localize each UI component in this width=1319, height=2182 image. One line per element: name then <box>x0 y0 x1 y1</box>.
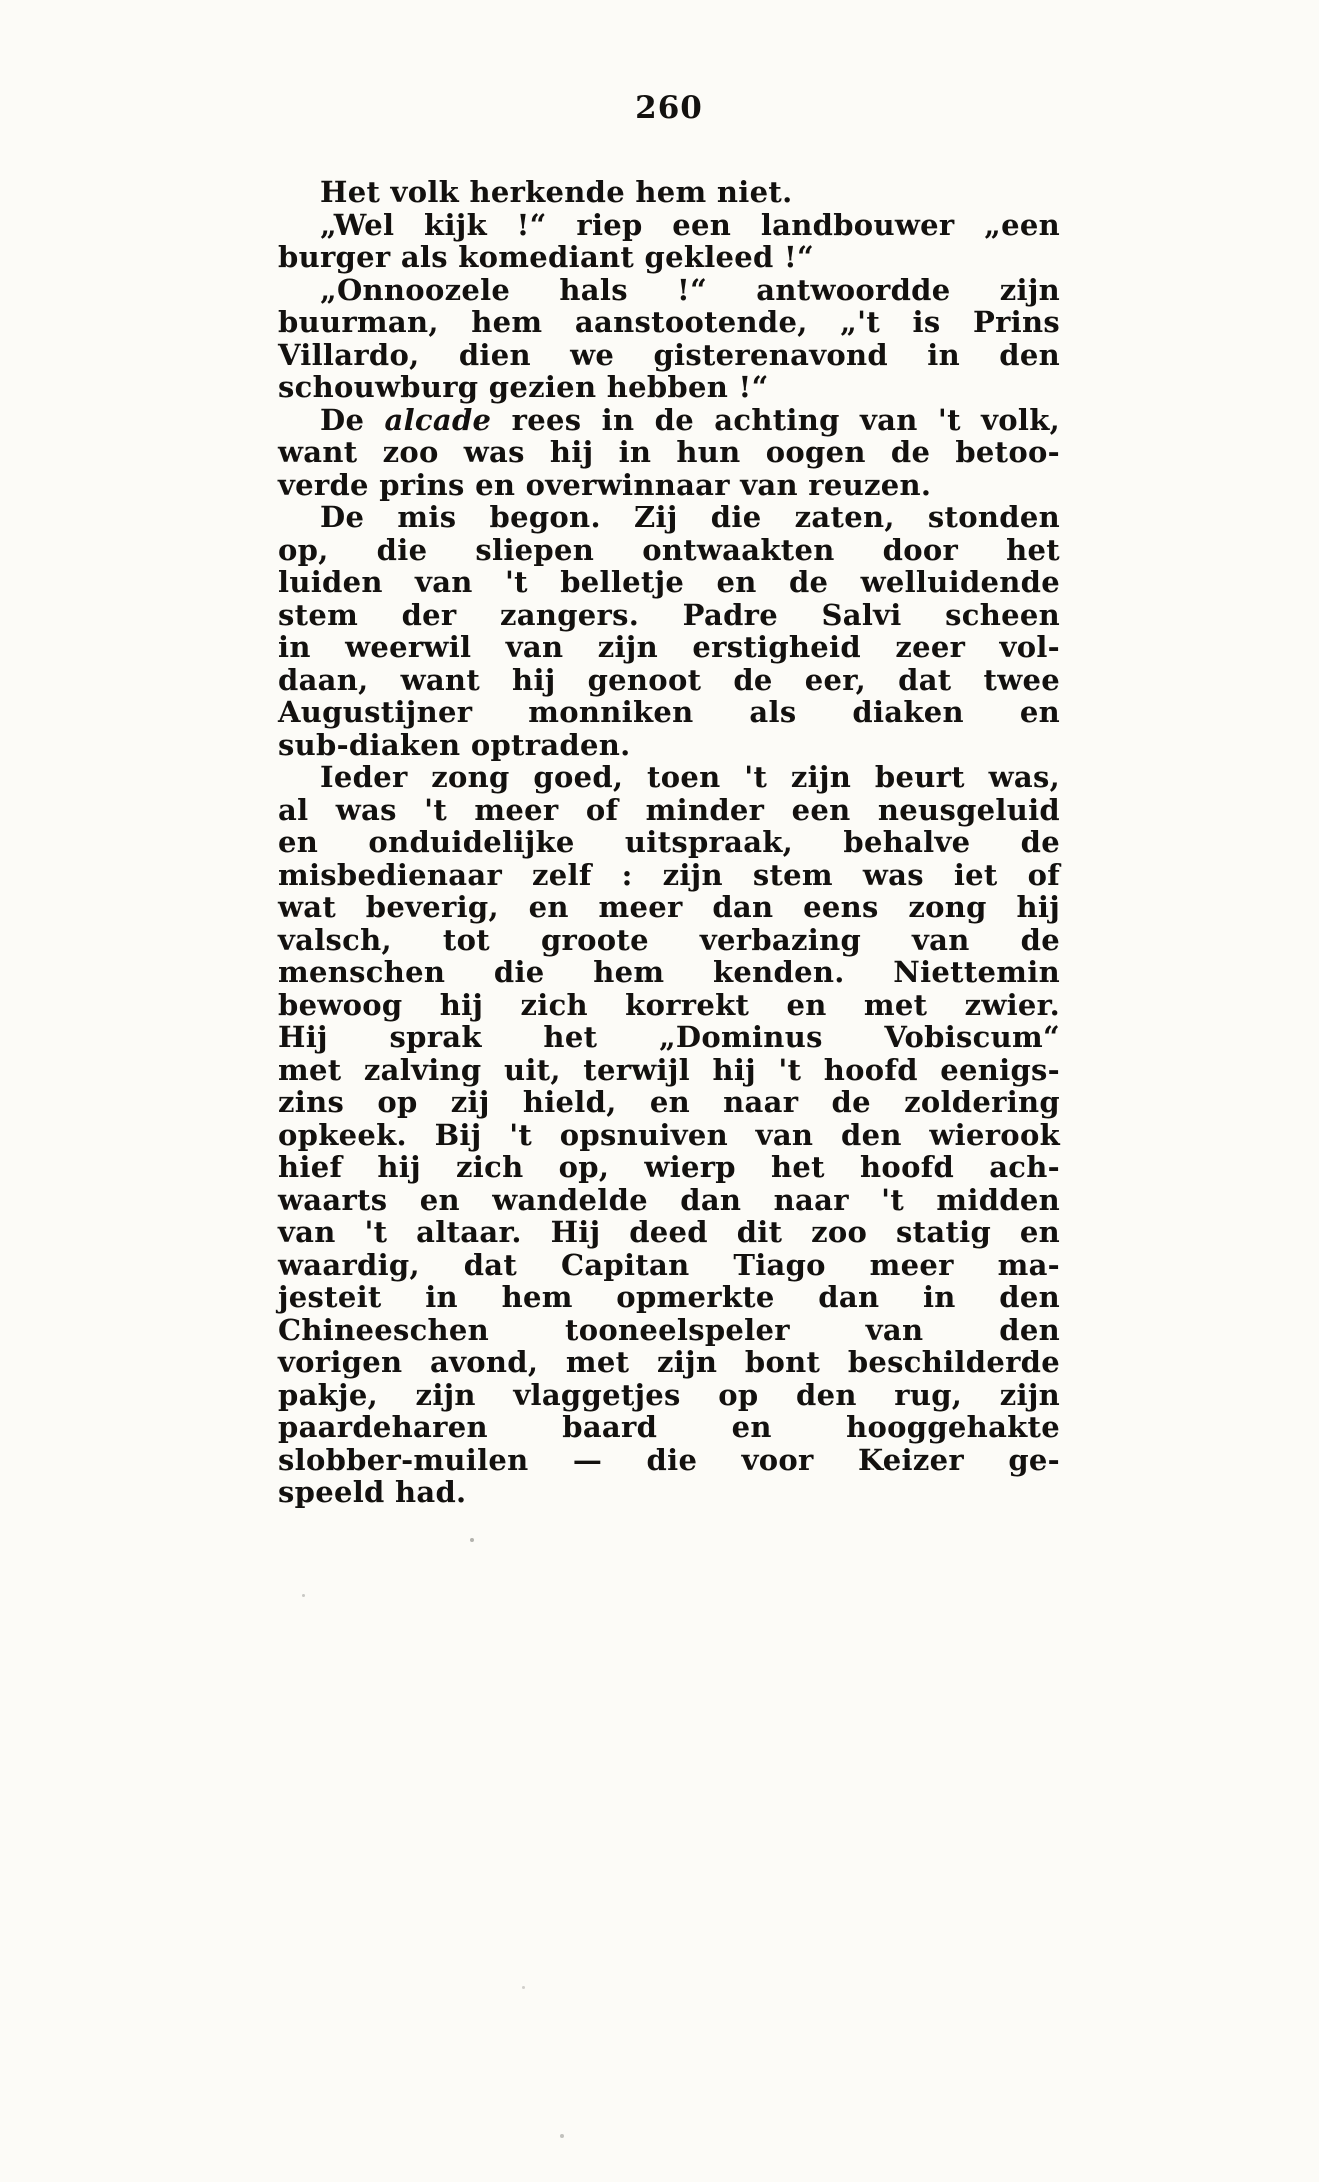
text-line: luiden van 't belletje en de welluidende <box>278 565 1060 599</box>
page-number: 260 <box>635 90 703 126</box>
text-line: „Wel kijk !“ riep een landbouwer „een <box>320 207 1060 242</box>
text-line: wat beverig, en meer dan eens zong hij <box>278 890 1060 924</box>
text-line: bewoog hij zich korrekt en met zwier. <box>278 987 1060 1022</box>
text-line: waardig, dat Capitan Tiago meer ma- <box>278 1247 1060 1282</box>
text-line: waarts en wandelde dan naar 't midden <box>278 1182 1060 1217</box>
text-line: speeld had. <box>278 1475 467 1509</box>
text-line: „Onnoozele hals !“ antwoordde zijn <box>320 272 1060 307</box>
text-line: burger als komediant gekleed !“ <box>278 240 815 274</box>
text-line: van 't altaar. Hij deed dit zoo statig en <box>278 1215 1060 1249</box>
text-line: pakje, zijn vlaggetjes op den rug, zijn <box>278 1377 1060 1412</box>
text-line: menschen die hem kenden. Niettemin <box>278 955 1060 989</box>
scan-speck <box>302 1594 305 1597</box>
text-line: De mis begon. Zij die zaten, stonden <box>320 500 1060 534</box>
text-block <box>278 176 1060 1509</box>
text-line: zins op zij hield, en naar de zoldering <box>278 1085 1060 1119</box>
text-line: want zoo was hij in hun oogen de betoo- <box>278 435 1060 469</box>
text-line: stem der zangers. Padre Salvi scheen <box>278 597 1060 632</box>
text-line: buurman, hem aanstootende, „'t is Prins <box>278 305 1060 339</box>
text-line: misbedienaar zelf : zijn stem was iet of <box>278 857 1060 892</box>
text-line: op, die sliepen ontwaakten door het <box>278 532 1060 567</box>
text-segment: De <box>320 402 385 437</box>
text-line: paardeharen baard en hooggehakte <box>278 1410 1060 1444</box>
text-line: vorigen avond, met zijn bont beschilderde <box>278 1345 1060 1379</box>
text-line: schouwburg gezien hebben !“ <box>278 370 769 404</box>
italic-text: alcade <box>384 402 492 437</box>
text-segment: rees in de achting van 't volk, <box>491 402 1060 437</box>
scan-speck <box>560 2134 564 2138</box>
text-line: sub-diaken optraden. <box>278 727 631 762</box>
text-line: Ieder zong goed, toen 't zijn beurt was, <box>320 760 1060 794</box>
text-line: Chineeschen tooneelspeler van den <box>278 1312 1060 1347</box>
text-line: jesteit in hem opmerkte dan in den <box>278 1280 1060 1314</box>
scan-speck <box>470 1538 474 1542</box>
text-line: en onduidelijke uitspraak, behalve de <box>278 825 1060 859</box>
scan-speck <box>522 1986 525 1989</box>
text-line: verde prins en overwinnaar van reuzen. <box>278 467 932 502</box>
text-line: met zalving uit, terwijl hij 't hoofd eenigs- <box>278 1052 1060 1087</box>
text-line: Het volk herkende hem niet. <box>320 175 793 209</box>
text-line: hief hij zich op, wierp het hoofd ach- <box>278 1150 1060 1184</box>
text-line: in weerwil van zijn erstigheid zeer vol- <box>278 630 1060 664</box>
text-line: al was 't meer of minder een neusgeluid <box>278 792 1060 827</box>
text-line: valsch, tot groote verbazing van de <box>278 922 1060 957</box>
text-line: slobber-muilen — die voor Keizer ge- <box>278 1442 1060 1477</box>
text-line: opkeek. Bij 't opsnuiven van den wierook <box>278 1117 1060 1152</box>
text-line: Hij sprak het „Dominus Vobiscum“ <box>278 1020 1060 1054</box>
text-line: Augustijner monniken als diaken en <box>278 695 1060 729</box>
text-line <box>278 404 1060 437</box>
text-line: daan, want hij genoot de eer, dat twee <box>278 662 1060 697</box>
text-line: Villardo, dien we gisterenavond in den <box>278 337 1060 372</box>
